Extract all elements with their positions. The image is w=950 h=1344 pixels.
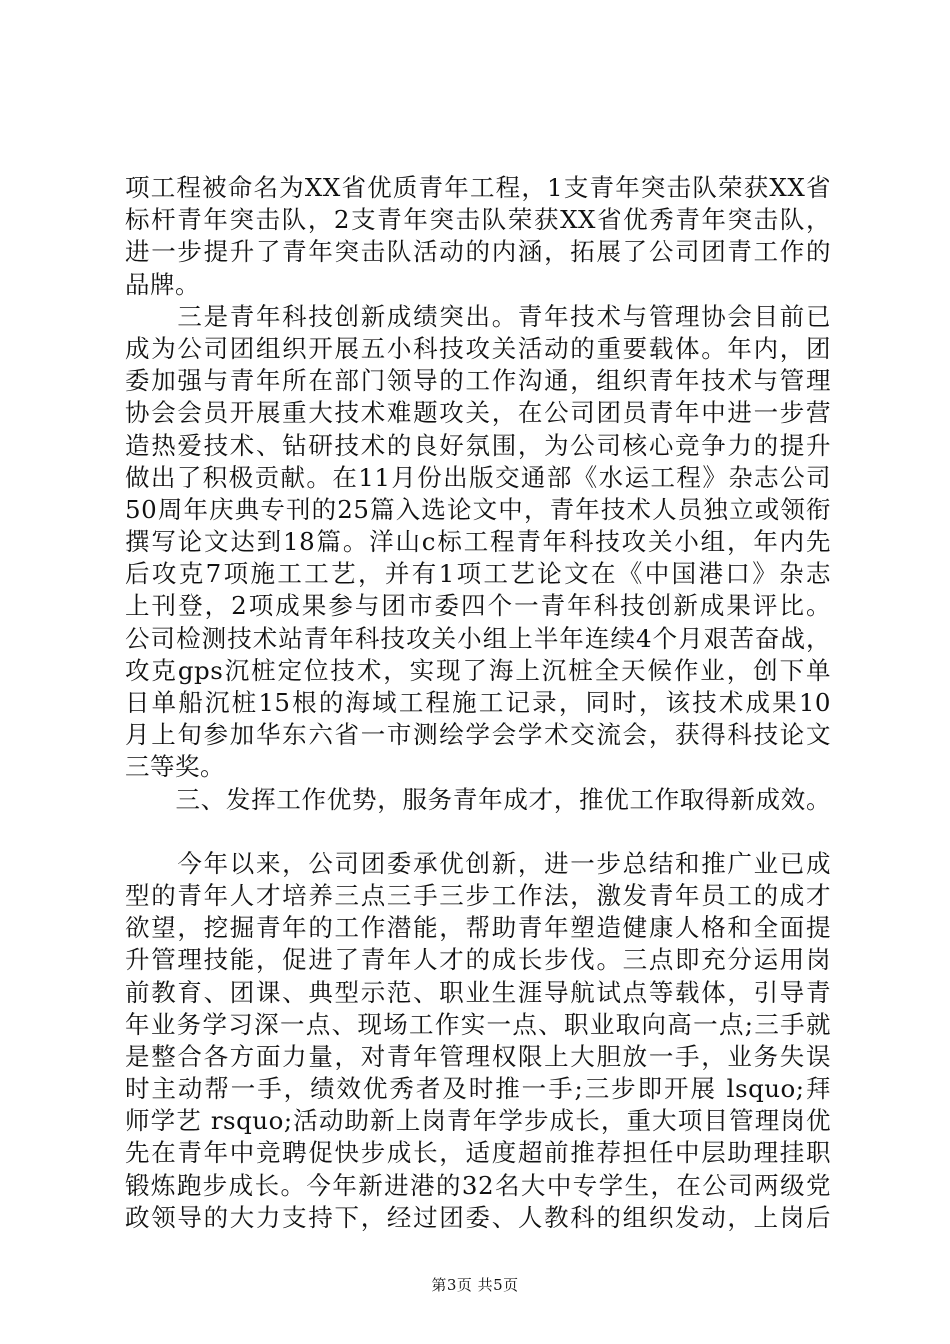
text-line: 年业务学习深一点、现场工作实一点、职业取向高一点;三手就 — [125, 1009, 831, 1039]
text-line: 升管理技能，促进了青年人才的成长步伐。三点即充分运用岗 — [125, 945, 831, 975]
document-body — [125, 172, 831, 1234]
paragraph-gap — [125, 816, 831, 848]
text-line: 50周年庆典专刊的25篇入选论文中，青年技术人员独立或领衔 — [125, 494, 831, 524]
text-line: 是整合各方面力量，对青年管理权限上大胆放一手，业务失误 — [125, 1041, 831, 1071]
section-heading: 三、发挥工作优势，服务青年成才，推优工作取得新成效。 — [125, 784, 831, 814]
text-line: 月上旬参加华东六省一市测绘学会学术交流会，获得科技论文 — [125, 720, 831, 750]
text-line: 品牌。 — [125, 269, 200, 299]
text-line: 政领导的大力支持下，经过团委、人教科的组织发动，上岗后 — [125, 1202, 831, 1232]
text-line: 三是青年科技创新成绩突出。青年技术与管理协会目前已 — [125, 301, 831, 331]
text-line: 三等奖。 — [125, 752, 225, 782]
text-line: 上刊登，2项成果参与团市委四个一青年科技创新成果评比。 — [125, 591, 831, 621]
paragraph-talent-cultivation — [125, 848, 831, 1234]
text-line: 成为公司团组织开展五小科技攻关活动的重要载体。年内，团 — [125, 333, 831, 363]
text-line: 欲望，挖掘青年的工作潜能，帮助青年塑造健康人格和全面提 — [125, 913, 831, 943]
text-line: 攻克gps沉桩定位技术，实现了海上沉桩全天候作业，创下单 — [125, 655, 831, 685]
paragraph-youth-commando — [125, 172, 831, 301]
text-line: 日单船沉桩15根的海域工程施工记录，同时，该技术成果10 — [125, 688, 831, 717]
text-line: 公司检测技术站青年科技攻关小组上半年连续4个月艰苦奋战， — [125, 623, 831, 653]
text-line: 先在青年中竞聘促快步成长，适度超前推荐担任中层助理挂职 — [125, 1138, 831, 1168]
section-heading-three — [125, 784, 831, 816]
text-line: 师学艺 rsquo;活动助新上岗青年学步成长，重大项目管理岗优 — [125, 1106, 831, 1136]
paragraph-tech-innovation — [125, 301, 831, 784]
page-number: 第3页 共5页 — [431, 1276, 519, 1294]
text-line: 时主动帮一手，绩效优秀者及时推一手;三步即开展 lsquo;拜 — [125, 1074, 831, 1104]
text-line: 造热爱技术、钻研技术的良好氛围，为公司核心竞争力的提升 — [125, 430, 831, 460]
text-line: 今年以来，公司团委承优创新，进一步总结和推广业已成 — [125, 848, 831, 878]
text-line: 进一步提升了青年突击队活动的内涵，拓展了公司团青工作的 — [125, 237, 831, 267]
text-line: 协会会员开展重大技术难题攻关，在公司团员青年中进一步营 — [125, 398, 831, 428]
text-line: 做出了积极贡献。在11月份出版交通部《水运工程》杂志公司 — [125, 462, 831, 492]
text-line: 型的青年人才培养三点三手三步工作法，激发青年员工的成才 — [125, 880, 831, 910]
text-line: 委加强与青年所在部门领导的工作沟通，组织青年技术与管理 — [125, 366, 831, 396]
text-line: 前教育、团课、典型示范、职业生涯导航试点等载体，引导青 — [125, 977, 831, 1007]
text-line: 项工程被命名为XX省优质青年工程，1支青年突击队荣获XX省 — [125, 173, 831, 202]
text-line: 锻炼跑步成长。今年新进港的32名大中专学生，在公司两级党 — [125, 1170, 831, 1200]
text-line: 标杆青年突击队，2支青年突击队荣获XX省优秀青年突击队， — [125, 205, 831, 235]
text-line: 撰写论文达到18篇。洋山c标工程青年科技攻关小组，年内先 — [125, 527, 831, 557]
text-line: 后攻克7项施工工艺，并有1项工艺论文在《中国港口》杂志 — [125, 559, 831, 589]
